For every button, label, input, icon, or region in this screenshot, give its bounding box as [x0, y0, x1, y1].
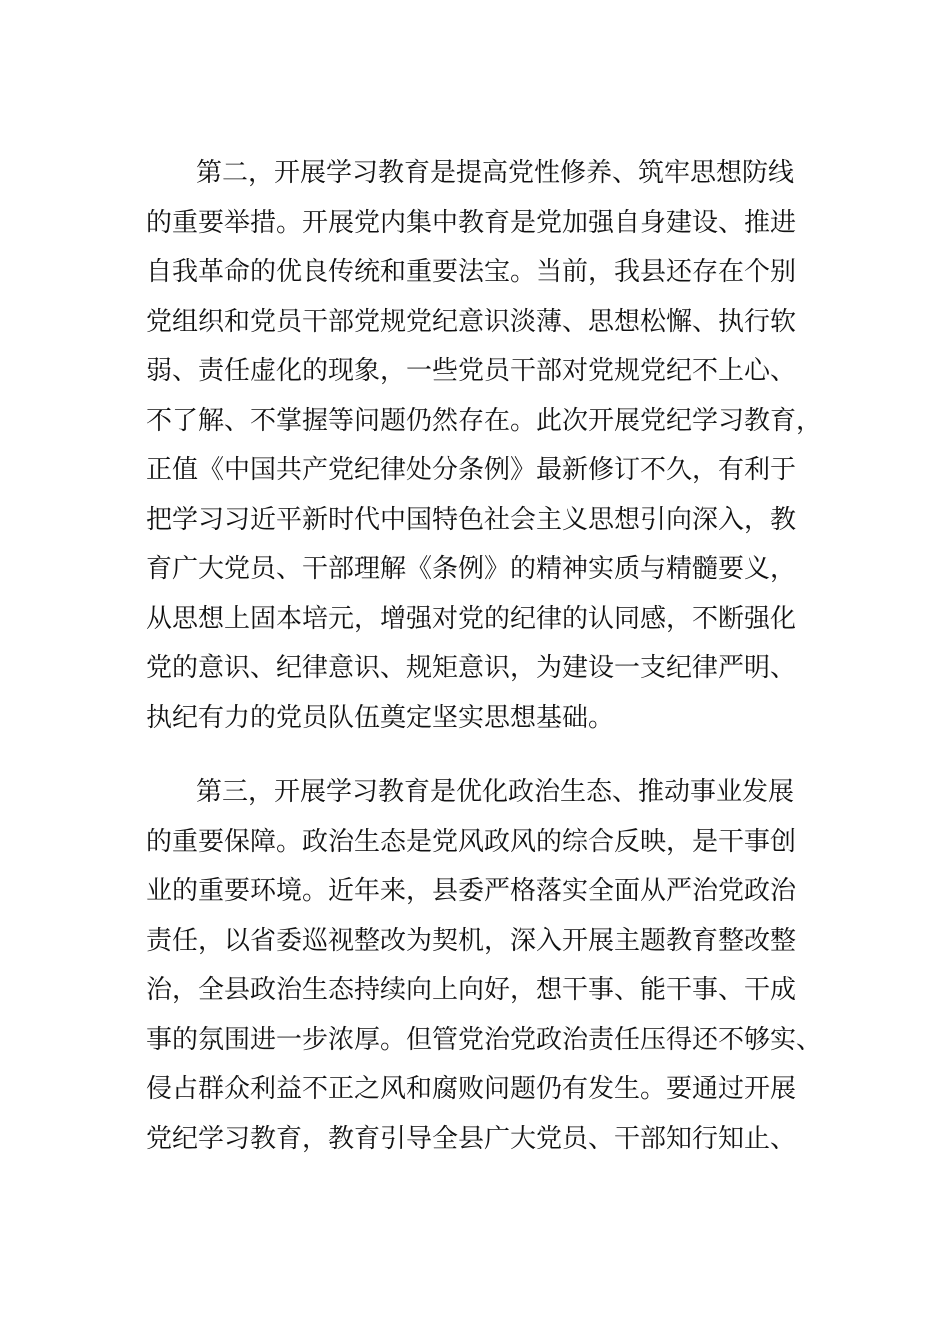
text-line: 责任，以省委巡视整改为契机，深入开展主题教育整改整 — [146, 925, 797, 956]
text-line: 正值《中国共产党纪律处分条例》最新修订不久，有利于 — [146, 455, 797, 485]
text-line: 把学习习近平新时代中国特色社会主义思想引向深入，教 — [146, 504, 797, 535]
text-line: 弱、责任虚化的现象，一些党员干部对党规党纪不上心、 — [146, 356, 797, 386]
text-line: 第二，开展学习教育是提高党性修养、筑牢思想防线 — [196, 158, 795, 188]
paragraph-third-point — [146, 768, 823, 1164]
text-line: 从思想上固本培元，增强对党的纪律的认同感，不断强化 — [146, 603, 797, 634]
text-line: 执纪有力的党员队伍奠定坚实思想基础。 — [146, 702, 615, 733]
text-line: 治，全县政治生态持续向上向好，想干事、能干事、干成 — [146, 975, 797, 1005]
text-line: 的重要举措。开展党内集中教育是党加强自身建设、推进 — [146, 207, 797, 238]
paragraph-second-point — [146, 149, 823, 743]
text-line: 第三，开展学习教育是优化政治生态、推动事业发展 — [196, 777, 795, 807]
text-line: 的重要保障。政治生态是党风政风的综合反映，是干事创 — [146, 826, 797, 857]
text-line: 事的氛围进一步浓厚。但管党治党政治责任压得还不够实、 — [146, 1024, 823, 1055]
text-line: 业的重要环境。近年来，县委严格落实全面从严治党政治 — [146, 876, 797, 906]
text-line: 育广大党员、干部理解《条例》的精神实质与精髓要义， — [146, 554, 797, 584]
text-line: 党组织和党员干部党规党纪意识淡薄、思想松懈、执行软 — [146, 306, 797, 337]
text-line: 党纪学习教育，教育引导全县广大党员、干部知行知止、 — [146, 1123, 797, 1154]
text-line: 党的意识、纪律意识、规矩意识，为建设一支纪律严明、 — [146, 653, 797, 683]
text-line: 不了解、不掌握等问题仍然存在。此次开展党纪学习教育， — [146, 405, 823, 436]
text-line: 自我革命的优良传统和重要法宝。当前，我县还存在个别 — [146, 257, 797, 287]
text-line: 侵占群众利益不正之风和腐败问题仍有发生。要通过开展 — [146, 1074, 797, 1104]
